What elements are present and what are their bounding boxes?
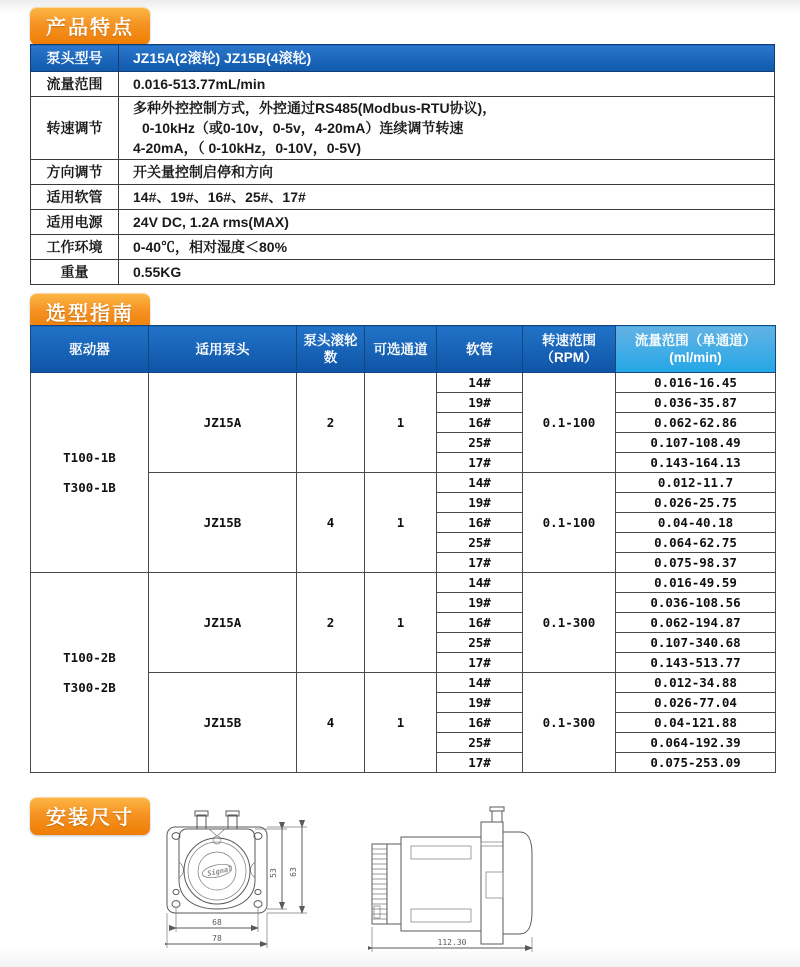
- rollers-cell: 2: [297, 573, 365, 673]
- svg-text:63: 63: [289, 867, 298, 877]
- tube-cell: 16#: [437, 613, 523, 633]
- channels-cell: 1: [365, 373, 437, 473]
- selection-table: [30, 325, 776, 773]
- flow-cell: 0.026-25.75: [616, 493, 776, 513]
- flow-cell: 0.012-11.7: [616, 473, 776, 493]
- feature-label: 流量范围: [31, 72, 119, 97]
- feature-value: 0.55KG: [119, 260, 775, 285]
- svg-text:68: 68: [212, 918, 222, 927]
- flow-cell: 0.075-253.09: [616, 753, 776, 773]
- feature-value: 24V DC, 1.2A rms(MAX): [119, 210, 775, 235]
- tube-cell: 25#: [437, 633, 523, 653]
- col-header-rpm: 转速范围（RPM）: [523, 326, 616, 373]
- pump-model-cell: JZ15A: [149, 373, 297, 473]
- col-header-channels: 可选通道: [365, 326, 437, 373]
- col-header-tube: 软管: [437, 326, 523, 373]
- feature-value: 0-40℃，相对湿度＜80%: [119, 235, 775, 260]
- tube-cell: 16#: [437, 513, 523, 533]
- tube-cell: 14#: [437, 373, 523, 393]
- feature-value-line: 多种外控控制方式，外控通过RS485(Modbus-RTU协议)，: [133, 100, 497, 116]
- driver-model: T100-1B: [63, 449, 116, 465]
- driver-model: T300-2B: [63, 679, 116, 695]
- feature-value-line: 4-20mA，（ 0-10kHz，0-10V，0-5V): [133, 140, 361, 156]
- features-section-badge: 产品特点: [30, 7, 150, 45]
- tube-cell: 19#: [437, 693, 523, 713]
- rollers-cell: 4: [297, 673, 365, 773]
- feature-value: JZ15A(2滚轮) JZ15B(4滚轮): [119, 45, 775, 72]
- feature-label: 转速调节: [31, 97, 119, 160]
- feature-row: [31, 72, 775, 97]
- tube-cell: 25#: [437, 433, 523, 453]
- driver-model: T300-1B: [63, 479, 116, 495]
- tube-cell: 25#: [437, 733, 523, 753]
- svg-text:78: 78: [212, 934, 222, 943]
- channels-cell: 1: [365, 673, 437, 773]
- feature-label: 适用软管: [31, 185, 119, 210]
- motor-body: [387, 837, 481, 931]
- rpm-cell: 0.1-100: [523, 373, 616, 473]
- flow-cell: 0.064-192.39: [616, 733, 776, 753]
- tube-cell: 14#: [437, 473, 523, 493]
- rpm-cell: 0.1-300: [523, 573, 616, 673]
- pump-head-side: [481, 807, 532, 944]
- rollers-cell: 2: [297, 373, 365, 473]
- selection-row: [31, 373, 776, 393]
- svg-text:112.30: 112.30: [437, 938, 467, 947]
- feature-value: [119, 97, 775, 160]
- feature-row: [31, 160, 775, 185]
- flow-cell: 0.016-49.59: [616, 573, 776, 593]
- feature-label: 方向调节: [31, 160, 119, 185]
- flow-cell: 0.075-98.37: [616, 553, 776, 573]
- feature-row: [31, 260, 775, 285]
- pump-side-view-drawing: [368, 806, 558, 963]
- flow-cell: 0.107-340.68: [616, 633, 776, 653]
- driver-cell: [31, 573, 149, 773]
- selection-row: [31, 573, 776, 593]
- driver-cell: [31, 373, 149, 573]
- tube-cell: 17#: [437, 553, 523, 573]
- selection-header-row: [31, 326, 776, 373]
- driver-model: T100-2B: [63, 649, 116, 665]
- tube-ports: [195, 811, 239, 829]
- svg-text:53: 53: [269, 868, 278, 878]
- flow-cell: 0.04-121.88: [616, 713, 776, 733]
- flow-cell: 0.064-62.75: [616, 533, 776, 553]
- tube-cell: 17#: [437, 653, 523, 673]
- feature-label: 适用电源: [31, 210, 119, 235]
- rpm-cell: 0.1-100: [523, 473, 616, 573]
- flow-cell: 0.016-16.45: [616, 373, 776, 393]
- pump-model-cell: JZ15B: [149, 473, 297, 573]
- feature-value-line: 0-10kHz（或0-10v，0-5v，4-20mA）连续调节转速: [142, 120, 464, 136]
- tube-cell: 17#: [437, 453, 523, 473]
- tube-cell: 16#: [437, 413, 523, 433]
- tube-cell: 25#: [437, 533, 523, 553]
- feature-row: [31, 97, 775, 160]
- feature-row: [31, 235, 775, 260]
- feature-row: [31, 210, 775, 235]
- motor-fins: [372, 844, 387, 924]
- channels-cell: 1: [365, 573, 437, 673]
- features-header-row: [31, 45, 775, 72]
- feature-value: 0.016-513.77mL/min: [119, 72, 775, 97]
- col-header-rollers: 泵头滚轮数: [297, 326, 365, 373]
- pump-model-cell: JZ15A: [149, 573, 297, 673]
- rpm-cell: 0.1-300: [523, 673, 616, 773]
- flow-cell: 0.143-513.77: [616, 653, 776, 673]
- feature-row: [31, 185, 775, 210]
- tube-cell: 14#: [437, 573, 523, 593]
- tube-cell: 19#: [437, 393, 523, 413]
- dimensions-section-badge: 安装尺寸: [30, 797, 150, 835]
- feature-label: 泵头型号: [31, 45, 119, 72]
- col-header-pump: 适用泵头: [149, 326, 297, 373]
- flow-cell: 0.036-108.56: [616, 593, 776, 613]
- flow-cell: 0.012-34.88: [616, 673, 776, 693]
- flow-cell: 0.062-194.87: [616, 613, 776, 633]
- selection-section-badge: 选型指南: [30, 293, 150, 331]
- channels-cell: 1: [365, 473, 437, 573]
- rollers-cell: 4: [297, 473, 365, 573]
- flow-cell: 0.04-40.18: [616, 513, 776, 533]
- feature-value: 开关量控制启停和方向: [119, 160, 775, 185]
- tube-cell: 17#: [437, 753, 523, 773]
- svg-text:Signal: Signal: [206, 864, 234, 878]
- pump-front-view-drawing: [165, 806, 340, 963]
- flow-cell: 0.143-164.13: [616, 453, 776, 473]
- brand-logo: [201, 862, 233, 880]
- col-header-flow: 流量范围（单通道）(ml/min): [616, 326, 776, 373]
- flow-cell: 0.036-35.87: [616, 393, 776, 413]
- flow-cell: 0.062-62.86: [616, 413, 776, 433]
- tube-cell: 16#: [437, 713, 523, 733]
- dim-vertical: [255, 827, 307, 913]
- col-header-driver: 驱动器: [31, 326, 149, 373]
- tube-cell: 14#: [437, 673, 523, 693]
- tube-cell: 19#: [437, 593, 523, 613]
- tube-cell: 19#: [437, 493, 523, 513]
- features-table: [30, 44, 775, 285]
- pump-model-cell: JZ15B: [149, 673, 297, 773]
- feature-label: 重量: [31, 260, 119, 285]
- feature-value: 14#、19#、16#、25#、17#: [119, 185, 775, 210]
- flow-cell: 0.107-108.49: [616, 433, 776, 453]
- flow-cell: 0.026-77.04: [616, 693, 776, 713]
- feature-label: 工作环境: [31, 235, 119, 260]
